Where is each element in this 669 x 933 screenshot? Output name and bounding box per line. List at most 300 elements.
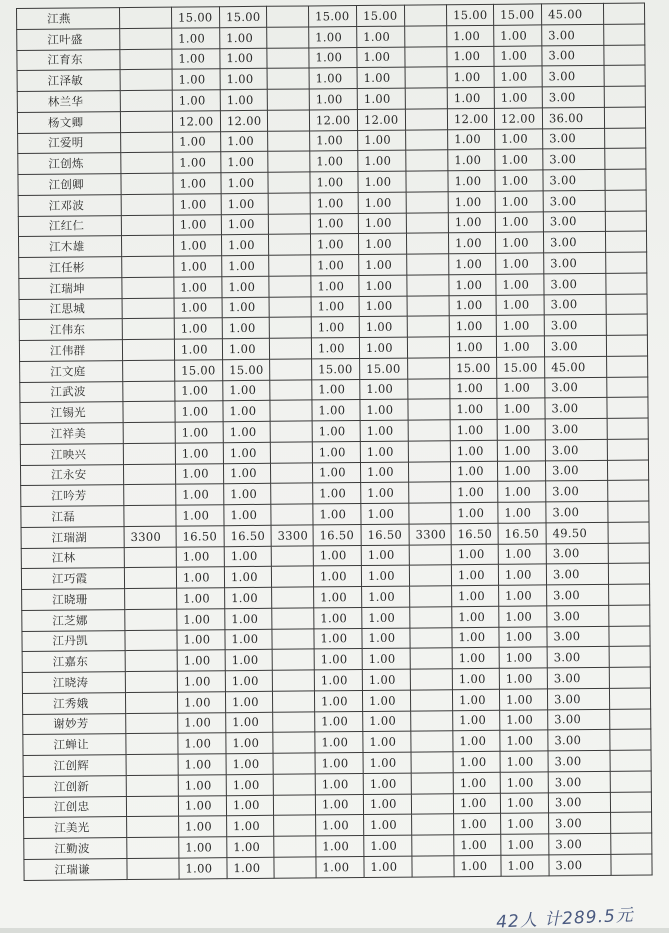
cell-col-5 <box>272 628 314 649</box>
cell-col-5 <box>272 587 314 608</box>
cell-col-4: 1.00 <box>222 338 269 359</box>
cell-col-9: 1.00 <box>453 772 500 793</box>
cell-col-3: 1.00 <box>173 152 221 173</box>
cell-col-10: 1.00 <box>499 647 547 668</box>
cell-col-9: 1.00 <box>453 731 500 752</box>
cell-name: 江伟东 <box>19 319 122 341</box>
cell-total: 3.00 <box>542 86 604 107</box>
cell-col-12 <box>607 459 648 480</box>
cell-col-10: 1.00 <box>497 377 545 398</box>
cell-col-12 <box>605 211 646 232</box>
cell-col-9: 1.00 <box>449 336 496 357</box>
cell-col-6: 1.00 <box>315 753 363 774</box>
cell-col-7: 1.00 <box>362 669 410 690</box>
cell-col-6: 1.00 <box>314 587 362 608</box>
cell-col-4: 1.00 <box>226 733 273 754</box>
cell-col-3: 1.00 <box>173 214 221 235</box>
cell-col-3: 1.00 <box>175 463 223 484</box>
cell-col-4: 1.00 <box>225 587 272 608</box>
cell-col-3: 1.00 <box>178 733 226 754</box>
cell-col-12 <box>605 128 646 149</box>
cell-col-8 <box>409 544 451 565</box>
cell-col-4: 1.00 <box>223 401 270 422</box>
cell-col-5 <box>272 691 314 712</box>
cell-col-10: 1.00 <box>497 398 545 419</box>
cell-name: 江磊 <box>21 506 124 528</box>
cell-col-3: 1.00 <box>177 650 225 671</box>
cell-col-7: 1.00 <box>359 275 407 296</box>
cell-col-4: 1.00 <box>223 421 270 442</box>
cell-total: 3.00 <box>549 854 611 875</box>
cell-col-12 <box>606 273 647 294</box>
cell-col-7: 1.00 <box>362 586 410 607</box>
cell-col-2 <box>122 277 174 298</box>
cell-col-12 <box>607 439 648 460</box>
cell-col-12 <box>605 190 646 211</box>
cell-col-7: 1.00 <box>364 814 412 835</box>
cell-total: 3.00 <box>547 667 609 688</box>
cell-col-10: 12.00 <box>494 108 542 129</box>
cell-col-12 <box>608 501 649 522</box>
cell-col-10: 1.00 <box>495 170 543 191</box>
cell-col-10: 1.00 <box>495 191 543 212</box>
cell-name: 江创新 <box>23 775 126 797</box>
cell-col-7: 1.00 <box>357 67 405 88</box>
cell-col-9: 1.00 <box>448 129 495 150</box>
cell-col-9: 1.00 <box>451 502 498 523</box>
cell-col-5 <box>271 483 313 504</box>
cell-col-4: 1.00 <box>221 214 268 235</box>
cell-col-4: 15.00 <box>219 6 266 27</box>
cell-col-8 <box>412 814 454 835</box>
cell-col-9: 1.00 <box>449 274 496 295</box>
cell-total: 3.00 <box>544 273 606 294</box>
cell-col-6: 1.00 <box>310 151 358 172</box>
cell-col-9: 1.00 <box>450 399 497 420</box>
cell-col-12 <box>606 294 647 315</box>
cell-col-7: 1.00 <box>363 711 411 732</box>
cell-col-6: 15.00 <box>312 358 360 379</box>
cell-col-5 <box>273 732 315 753</box>
cell-col-10: 1.00 <box>494 45 542 66</box>
cell-col-12 <box>605 148 646 169</box>
cell-col-5 <box>270 462 312 483</box>
cell-col-2 <box>122 256 174 277</box>
cell-col-2 <box>125 588 177 609</box>
ledger-body <box>17 3 653 880</box>
cell-col-5 <box>268 193 310 214</box>
cell-name: 江邓波 <box>18 194 121 216</box>
cell-col-6: 1.00 <box>312 462 360 483</box>
cell-col-8 <box>406 191 448 212</box>
cell-col-9: 1.00 <box>452 585 499 606</box>
cell-col-2: 3300 <box>124 526 176 547</box>
cell-total: 45.00 <box>545 356 607 377</box>
cell-col-10: 1.00 <box>501 855 549 876</box>
cell-col-2 <box>126 796 178 817</box>
cell-col-4: 1.00 <box>222 297 269 318</box>
cell-col-5 <box>273 774 315 795</box>
cell-name: 江祥美 <box>20 423 123 445</box>
cell-col-3: 15.00 <box>175 359 223 380</box>
cell-name: 林兰华 <box>17 91 120 113</box>
cell-col-5 <box>270 379 312 400</box>
cell-col-9: 1.00 <box>452 668 499 689</box>
cell-col-6: 1.00 <box>316 856 364 877</box>
cell-col-10: 1.00 <box>499 689 547 710</box>
cell-col-7: 1.00 <box>358 150 406 171</box>
cell-name: 江创卿 <box>18 174 121 196</box>
cell-col-2 <box>127 837 179 858</box>
cell-col-3: 1.00 <box>172 27 220 48</box>
cell-col-3: 1.00 <box>173 131 221 152</box>
cell-col-9: 1.00 <box>448 233 495 254</box>
cell-col-3: 15.00 <box>171 7 219 28</box>
cell-col-2 <box>124 505 176 526</box>
cell-col-5 <box>268 130 310 151</box>
cell-col-4: 1.00 <box>221 172 268 193</box>
cell-total: 3.00 <box>548 771 610 792</box>
cell-col-2 <box>127 858 179 879</box>
cell-col-3: 1.00 <box>174 297 222 318</box>
cell-col-12 <box>611 812 652 833</box>
cell-total: 3.00 <box>549 833 611 854</box>
cell-col-6: 1.00 <box>315 711 363 732</box>
cell-col-8 <box>410 627 452 648</box>
cell-col-3: 1.00 <box>178 712 226 733</box>
cell-col-6: 1.00 <box>313 545 361 566</box>
cell-col-5 <box>274 815 316 836</box>
cell-col-12 <box>610 708 651 729</box>
cell-name: 江木雄 <box>18 236 121 258</box>
cell-col-10: 1.00 <box>499 606 547 627</box>
cell-col-10: 1.00 <box>497 419 545 440</box>
cell-col-4: 1.00 <box>227 857 274 878</box>
cell-col-4: 1.00 <box>224 546 271 567</box>
cell-col-2 <box>125 671 177 692</box>
cell-col-12 <box>605 169 646 190</box>
cell-col-10: 16.50 <box>498 523 546 544</box>
cell-col-4: 15.00 <box>223 359 270 380</box>
cell-col-8 <box>404 5 446 26</box>
cell-col-7: 1.00 <box>364 835 412 856</box>
cell-col-8 <box>411 710 453 731</box>
cell-total: 3.00 <box>546 564 608 585</box>
cell-col-8: 3300 <box>409 523 451 544</box>
cell-total: 3.00 <box>548 750 610 771</box>
cell-col-6: 1.00 <box>316 835 364 856</box>
cell-col-12 <box>609 605 650 626</box>
cell-col-4: 1.00 <box>226 712 273 733</box>
cell-col-8 <box>405 88 447 109</box>
cell-col-5 <box>273 794 315 815</box>
cell-col-5 <box>273 711 315 732</box>
cell-total: 36.00 <box>542 107 604 128</box>
cell-col-4: 1.00 <box>227 816 274 837</box>
cell-col-2 <box>125 609 177 630</box>
cell-col-9: 1.00 <box>447 25 494 46</box>
cell-col-4: 1.00 <box>226 795 273 816</box>
cell-col-8 <box>405 25 447 46</box>
cell-col-8 <box>409 503 451 524</box>
cell-col-12 <box>604 45 645 66</box>
cell-col-8 <box>405 108 447 129</box>
cell-col-8 <box>407 316 449 337</box>
cell-total: 3.00 <box>543 211 605 232</box>
cell-total: 3.00 <box>545 439 607 460</box>
cell-col-6: 1.00 <box>311 338 359 359</box>
cell-col-10: 1.00 <box>494 87 542 108</box>
cell-col-9: 1.00 <box>448 150 495 171</box>
cell-col-7: 1.00 <box>360 420 408 441</box>
cell-col-8 <box>408 378 450 399</box>
cell-total: 3.00 <box>545 460 607 481</box>
cell-total: 45.00 <box>541 3 603 24</box>
cell-col-2 <box>125 630 177 651</box>
cell-col-8 <box>405 67 447 88</box>
cell-col-10: 1.00 <box>500 751 548 772</box>
cell-col-2 <box>123 422 175 443</box>
cell-col-2 <box>123 381 175 402</box>
cell-col-3: 1.00 <box>177 691 225 712</box>
cell-name: 江晓珊 <box>22 589 125 611</box>
cell-col-9: 1.00 <box>450 378 497 399</box>
cell-name: 江育东 <box>17 49 120 71</box>
cell-col-10: 1.00 <box>495 232 543 253</box>
cell-col-7: 12.00 <box>357 109 405 130</box>
cell-col-4: 1.00 <box>222 255 269 276</box>
cell-name: 江丹凯 <box>22 630 125 652</box>
cell-col-6: 1.00 <box>310 192 358 213</box>
cell-col-3: 1.00 <box>174 276 222 297</box>
cell-total: 3.00 <box>545 418 607 439</box>
cell-col-9: 1.00 <box>447 46 494 67</box>
cell-name: 江瑞湖 <box>21 526 124 548</box>
cell-col-2 <box>123 464 175 485</box>
cell-col-8 <box>408 357 450 378</box>
cell-col-12 <box>606 252 647 273</box>
cell-col-5 <box>267 89 309 110</box>
cell-total: 3.00 <box>547 647 609 668</box>
cell-name: 江创辉 <box>23 755 126 777</box>
cell-col-3: 1.00 <box>175 422 223 443</box>
cell-col-6: 1.00 <box>310 172 358 193</box>
cell-name: 江红仁 <box>18 215 121 237</box>
cell-col-4: 1.00 <box>225 629 272 650</box>
cell-col-4: 1.00 <box>221 235 268 256</box>
cell-col-10: 1.00 <box>499 668 547 689</box>
cell-col-8 <box>406 233 448 254</box>
cell-col-12 <box>610 729 651 750</box>
cell-col-10: 1.00 <box>498 481 546 502</box>
cell-col-3: 1.00 <box>173 173 221 194</box>
cell-total: 3.00 <box>547 626 609 647</box>
cell-col-4: 1.00 <box>220 69 267 90</box>
cell-col-10: 1.00 <box>494 25 542 46</box>
cell-col-8 <box>411 731 453 752</box>
cell-col-7: 1.00 <box>358 213 406 234</box>
cell-col-8 <box>410 669 452 690</box>
cell-col-8 <box>411 772 453 793</box>
cell-name: 江伟群 <box>19 340 122 362</box>
cell-col-5 <box>269 276 311 297</box>
cell-name: 江勤波 <box>24 838 127 860</box>
cell-name: 江锡光 <box>20 402 123 424</box>
cell-col-9: 1.00 <box>449 316 496 337</box>
cell-col-6: 1.00 <box>315 732 363 753</box>
cell-col-2 <box>121 235 173 256</box>
cell-col-3: 1.00 <box>176 484 224 505</box>
cell-name: 谢妙芳 <box>23 713 126 735</box>
cell-col-10: 1.00 <box>495 149 543 170</box>
cell-col-5 <box>266 6 308 27</box>
cell-col-7: 1.00 <box>360 379 408 400</box>
cell-col-10: 15.00 <box>493 4 541 25</box>
cell-col-9: 1.00 <box>452 627 499 648</box>
cell-col-2 <box>121 173 173 194</box>
cell-col-12 <box>609 646 650 667</box>
cell-col-6: 1.00 <box>311 296 359 317</box>
cell-col-9: 1.00 <box>450 440 497 461</box>
cell-col-7: 1.00 <box>359 337 407 358</box>
cell-name: 江思城 <box>19 298 122 320</box>
cell-col-8 <box>408 420 450 441</box>
cell-col-3: 1.00 <box>177 588 225 609</box>
cell-col-4: 1.00 <box>225 650 272 671</box>
cell-col-10: 1.00 <box>500 792 548 813</box>
cell-col-2 <box>123 360 175 381</box>
cell-total: 3.00 <box>544 315 606 336</box>
cell-col-10: 1.00 <box>496 294 544 315</box>
cell-col-5 <box>273 753 315 774</box>
cell-col-6: 1.00 <box>314 607 362 628</box>
cell-col-3: 1.00 <box>173 193 221 214</box>
cell-col-2 <box>121 194 173 215</box>
cell-col-3: 12.00 <box>172 110 220 131</box>
cell-col-5 <box>267 68 309 89</box>
cell-total: 3.00 <box>542 24 604 45</box>
cell-total: 3.00 <box>548 730 610 751</box>
cell-col-4: 1.00 <box>222 276 269 297</box>
cell-col-10: 1.00 <box>496 253 544 274</box>
cell-col-4: 1.00 <box>223 442 270 463</box>
cell-col-3: 1.00 <box>174 256 222 277</box>
cell-col-6: 1.00 <box>310 130 358 151</box>
cell-name: 江吟芳 <box>21 485 124 507</box>
cell-col-4: 1.00 <box>225 670 272 691</box>
cell-col-5 <box>267 47 309 68</box>
cell-name: 江芝娜 <box>22 609 125 631</box>
cell-col-3: 1.00 <box>174 339 222 360</box>
cell-col-3: 1.00 <box>178 754 226 775</box>
cell-col-7: 1.00 <box>358 130 406 151</box>
cell-col-7: 1.00 <box>362 690 410 711</box>
cell-total: 3.00 <box>543 190 605 211</box>
cell-col-3: 1.00 <box>172 90 220 111</box>
cell-col-6: 1.00 <box>310 213 358 234</box>
cell-col-7: 15.00 <box>356 5 404 26</box>
cell-col-3: 1.00 <box>174 318 222 339</box>
cell-name: 江创忠 <box>23 796 126 818</box>
cell-col-3: 1.00 <box>177 671 225 692</box>
cell-col-4: 1.00 <box>226 774 273 795</box>
cell-col-9: 1.00 <box>452 689 499 710</box>
cell-col-3: 1.00 <box>178 795 226 816</box>
cell-col-12 <box>609 688 650 709</box>
cell-col-4: 1.00 <box>220 89 267 110</box>
cell-col-12 <box>606 335 647 356</box>
cell-col-10: 1.00 <box>498 502 546 523</box>
cell-name: 江武波 <box>20 381 123 403</box>
cell-total: 3.00 <box>549 813 611 834</box>
cell-col-2 <box>122 318 174 339</box>
cell-col-9: 1.00 <box>451 544 498 565</box>
cell-col-9: 15.00 <box>446 4 493 25</box>
cell-col-9: 1.00 <box>449 295 496 316</box>
cell-name: 江叶盛 <box>17 28 120 50</box>
cell-col-12 <box>605 231 646 252</box>
cell-col-4: 1.00 <box>223 380 270 401</box>
cell-col-12 <box>608 480 649 501</box>
cell-col-5 <box>269 338 311 359</box>
cell-col-6: 1.00 <box>315 773 363 794</box>
cell-col-3: 1.00 <box>177 629 225 650</box>
cell-col-10: 1.00 <box>496 336 544 357</box>
cell-col-8 <box>412 835 454 856</box>
cell-name: 江秀娥 <box>22 692 125 714</box>
cell-col-8 <box>411 752 453 773</box>
cell-col-6: 1.00 <box>312 379 360 400</box>
cell-total: 3.00 <box>544 252 606 273</box>
cell-col-10: 1.00 <box>501 813 549 834</box>
cell-name: 江创炼 <box>18 153 121 175</box>
cell-col-4: 1.00 <box>227 836 274 857</box>
cell-col-2 <box>122 298 174 319</box>
cell-col-10: 1.00 <box>500 772 548 793</box>
cell-col-2 <box>126 713 178 734</box>
cell-col-2 <box>121 132 173 153</box>
cell-col-5 <box>271 545 313 566</box>
cell-col-12 <box>609 584 650 605</box>
cell-col-8 <box>408 440 450 461</box>
cell-name: 杨文卿 <box>17 111 120 133</box>
cell-col-12 <box>611 833 652 854</box>
cell-col-7: 1.00 <box>359 296 407 317</box>
cell-col-2 <box>120 7 172 28</box>
cell-col-10: 1.00 <box>500 709 548 730</box>
cell-name: 江嘉东 <box>22 651 125 673</box>
cell-col-6: 1.00 <box>312 421 360 442</box>
cell-col-6: 1.00 <box>314 649 362 670</box>
cell-col-7: 1.00 <box>361 565 409 586</box>
cell-col-4: 1.00 <box>221 152 268 173</box>
cell-col-5 <box>268 213 310 234</box>
cell-col-12 <box>610 771 651 792</box>
cell-name: 江泽敏 <box>17 70 120 92</box>
cell-col-6: 1.00 <box>314 670 362 691</box>
cell-col-7: 1.00 <box>357 26 405 47</box>
cell-col-6: 1.00 <box>312 400 360 421</box>
cell-col-6: 1.00 <box>309 89 357 110</box>
cell-col-6: 1.00 <box>316 815 364 836</box>
cell-col-4: 1.00 <box>224 504 271 525</box>
cell-col-6: 1.00 <box>314 690 362 711</box>
cell-col-7: 1.00 <box>360 462 408 483</box>
cell-name: 江美光 <box>24 817 127 839</box>
cell-name: 江晓涛 <box>22 672 125 694</box>
cell-col-5 <box>268 172 310 193</box>
cell-col-7: 1.00 <box>359 254 407 275</box>
